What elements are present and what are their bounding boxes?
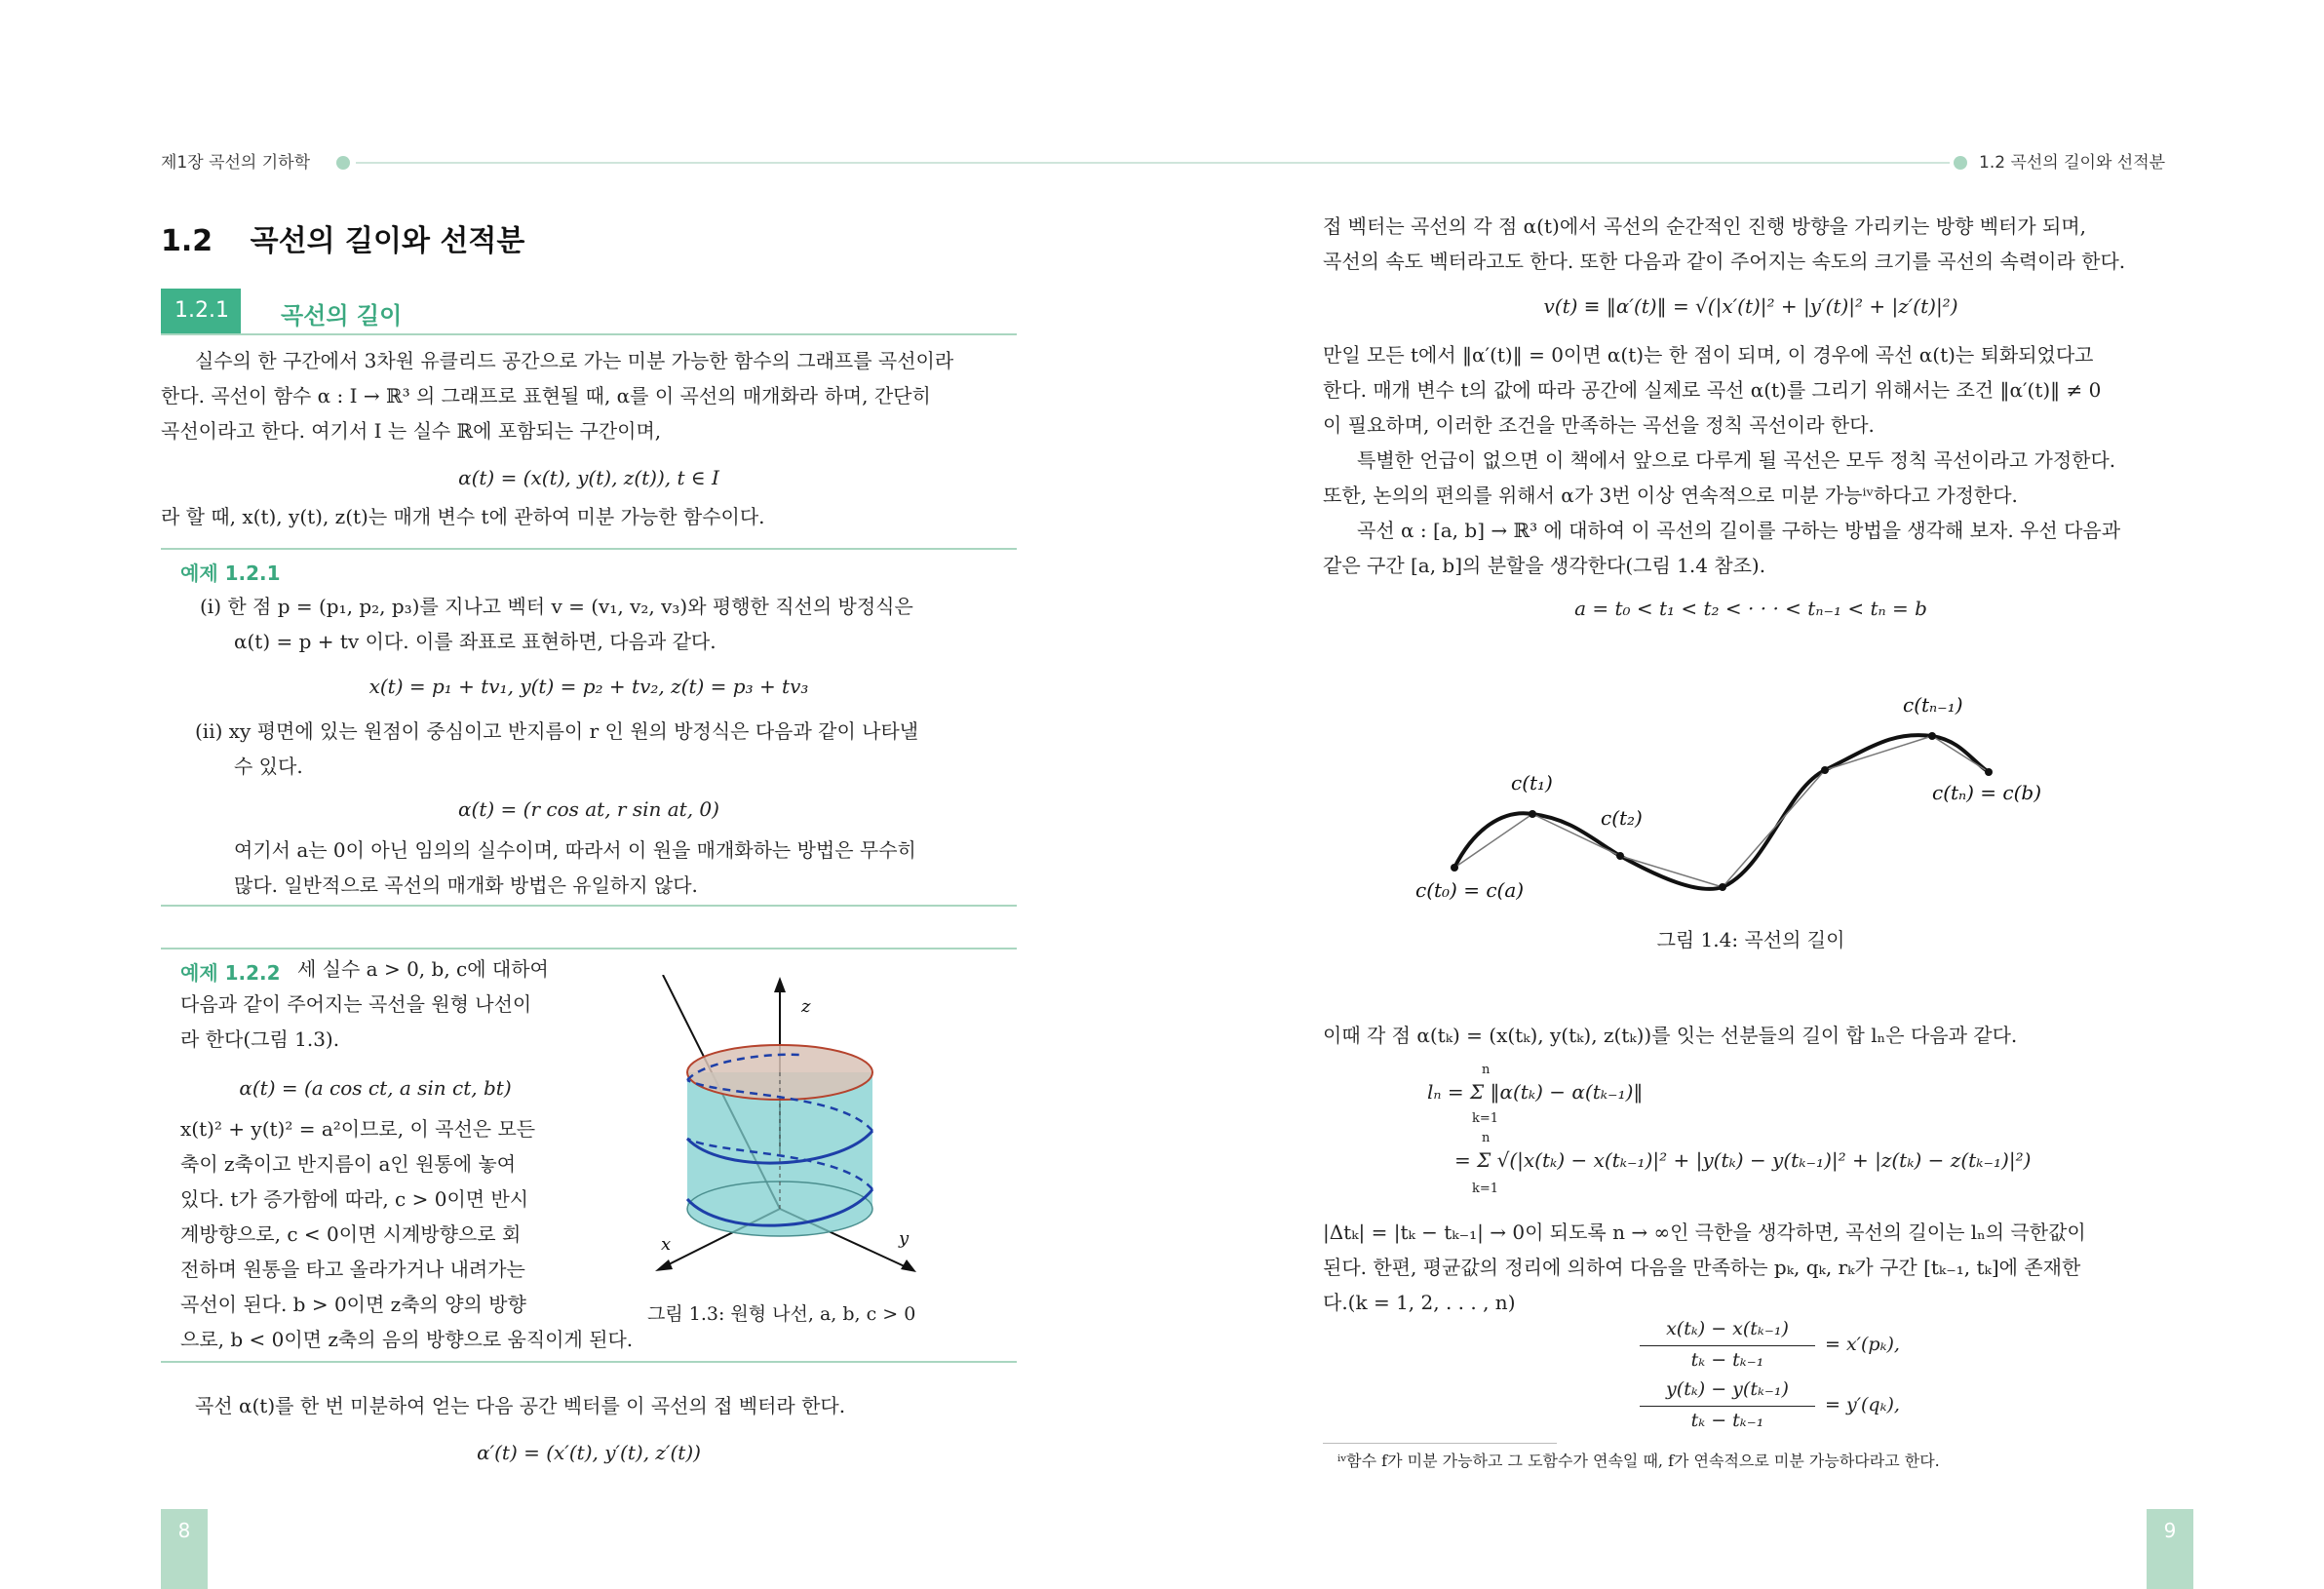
example2-line: 전하며 원통을 타고 올라가거나 내려가는 (180, 1258, 525, 1281)
example2-line: 으로, b < 0이면 z축의 음의 방향으로 움직이게 된다. (180, 1328, 634, 1351)
footnote: ⁱᵛ함수 f가 미분 가능하고 그 도함수가 연속일 때, f가 연속적으로 미분 가능하다라고 한다. (1337, 1452, 1940, 1470)
point-t0 (1451, 864, 1458, 872)
helix-figure (643, 975, 936, 1287)
label-c-t1: c(t₁) (1511, 771, 1553, 794)
paragraph-line: 곡선이라고 한다. 여기서 I 는 실수 ℝ에 포함되는 구간이며, (161, 419, 662, 443)
paragraph-line: 한다. 매개 변수 t의 값에 따라 공간에 실제로 곡선 α(t)를 그리기 위해서는 조건 ‖α′(t)‖ ≠ 0 (1323, 378, 2102, 402)
point-t3 (1719, 883, 1726, 891)
y-label: y (899, 1228, 910, 1249)
label-c-t0: c(t₀) = c(a) (1415, 878, 1525, 902)
example-line: (i) 한 점 p = (p₁, p₂, p₃)를 지나고 벡터 v = (v₁, v₂, v₃)와 평행한 직선의 방정식은 (200, 595, 913, 618)
sum-bottom: k=1 (1472, 1111, 1499, 1126)
figure-1-4-caption: 그림 1.4: 곡선의 길이 (1656, 928, 1845, 951)
header-dot (1954, 156, 1967, 170)
example2-title: 예제 1.2.2 (180, 961, 281, 985)
paragraph-line: 곡선 α : [a, b] → ℝ³ 에 대하여 이 곡선의 길이를 구하는 방법을 생각해 보자. 우선 다음과 (1357, 519, 2121, 542)
subsection-number-box (161, 289, 241, 333)
frac1-rhs: = x′(pₖ), (1825, 1334, 1900, 1355)
paragraph-line: 특별한 언급이 없으면 이 책에서 앞으로 다루게 될 곡선은 모두 정칙 곡선이라고 가정한다. (1357, 448, 2116, 472)
paragraph-line: 이때 각 점 α(tₖ) = (x(tₖ), y(tₖ), z(tₖ))를 잇는 선분들의 길이 합 lₙ은 다음과 같다. (1323, 1024, 2018, 1047)
point-t1 (1529, 810, 1536, 818)
label-c-t2: c(t₂) (1601, 806, 1643, 830)
equation-helix: α(t) = (a cos ct, a sin ct, bt) (239, 1076, 512, 1100)
example-line: 많다. 일반적으로 곡선의 매개화 방법은 유일하지 않다. (234, 873, 698, 897)
subsection-number: 1.2.1 (174, 298, 229, 323)
paragraph-line: 실수의 한 구간에서 3차원 유클리드 공간으로 가는 미분 가능한 함수의 그래프를 곡선이라 (195, 349, 954, 372)
paragraph-line: 한다. 곡선이 함수 α : I → ℝ³ 의 그래프로 표현될 때, α를 이 곡선의 매개화라 하며, 간단히 (161, 384, 931, 407)
page-number: 8 (177, 1519, 191, 1542)
section-heading (161, 216, 524, 259)
example2-line: 곡선이 된다. b > 0이면 z축의 양의 방향 (180, 1293, 526, 1316)
example-line: 수 있다. (234, 755, 303, 778)
example-line: 여기서 a는 0이 아닌 임의의 실수이며, 따라서 이 원을 매개화하는 방법은 무수히 (234, 838, 916, 862)
point-t4 (1821, 766, 1829, 774)
sum-bottom: k=1 (1472, 1182, 1499, 1196)
frac2-numerator: y(tₖ) − y(tₖ₋₁) (1666, 1378, 1789, 1400)
z-axis-arrow (774, 977, 786, 992)
header-dot (336, 156, 350, 170)
paragraph-line: 접 벡터는 곡선의 각 점 α(t)에서 곡선의 순간적인 진행 방향을 가리키는 방향 벡터가 되며, (1323, 214, 2087, 238)
equation-line-coords: x(t) = p₁ + tv₁, y(t) = p₂ + tv₂, z(t) = p₃ + tv₃ (368, 675, 809, 698)
example2-line: 있다. t가 증가함에 따라, c > 0이면 반시 (180, 1187, 529, 1211)
equation-partition: a = t₀ < t₁ < t₂ < · · · < tₙ₋₁ < tₙ = b (1574, 597, 1927, 620)
curve-length-figure (1415, 682, 2098, 907)
right-page (1162, 0, 2324, 1589)
header-rule (1162, 162, 1950, 164)
paragraph-line: |Δtₖ| = |tₖ − tₖ₋₁| → 0이 되도록 n → ∞인 극한을 생각하면, 곡선의 길이는 lₙ의 극한값이 (1323, 1221, 2086, 1244)
example2-line: 다음과 같이 주어지는 곡선을 원형 나선이 (180, 992, 532, 1016)
paragraph-line: 곡선 α(t)를 한 번 미분하여 얻는 다음 공간 벡터를 이 곡선의 접 벡터라 한다. (195, 1394, 846, 1417)
example2-line: 계방향으로, c < 0이면 시계방향으로 회 (180, 1222, 522, 1246)
example2-line: x(t)² + y(t)² = a²이므로, 이 곡선은 모든 (180, 1117, 536, 1141)
footnote-rule (1323, 1443, 1557, 1444)
point-tn (1985, 768, 1993, 776)
paragraph-line: 다.(k = 1, 2, . . . , n) (1323, 1291, 1516, 1314)
frac1-numerator: x(tₖ) − x(tₖ₋₁) (1666, 1318, 1789, 1339)
equation-ln-line1: lₙ = Σ ‖α(tₖ) − α(tₖ₋₁)‖ (1427, 1080, 1644, 1104)
figure-1-3-caption: 그림 1.3: 원형 나선, a, b, c > 0 (647, 1303, 916, 1325)
y-axis-arrow (901, 1260, 916, 1272)
frac2-rhs: = y′(qₖ), (1825, 1394, 1900, 1415)
example2-line: 라 한다(그림 1.3). (180, 1027, 340, 1051)
point-t2 (1616, 852, 1624, 860)
page-number-box (161, 1509, 208, 1589)
label-c-tn1: c(tₙ₋₁) (1903, 693, 1963, 717)
sum-top: n (1482, 1131, 1491, 1145)
x-label: x (661, 1234, 672, 1255)
page-number-box (2147, 1509, 2193, 1589)
paragraph-line: 또한, 논의의 편의를 위해서 α가 3번 이상 연속적으로 미분 가능ⁱᵛ하다고 가정한다. (1323, 484, 2018, 507)
frac1-bar (1640, 1345, 1815, 1346)
running-header-left: 제1장 곡선의 기하학 (161, 153, 310, 173)
example2-line: 세 실수 a > 0, b, c에 대하여 (297, 957, 549, 981)
example-line: (ii) xy 평면에 있는 원점이 중심이고 반지름이 r 인 원의 방정식은 다음과 같이 나타낼 (195, 719, 919, 743)
frac2-denominator: tₖ − tₖ₋₁ (1690, 1410, 1764, 1431)
example-title: 예제 1.2.1 (180, 562, 281, 585)
z-label: z (801, 996, 811, 1017)
example-bottom-rule (161, 905, 1017, 907)
point-tn1 (1928, 732, 1936, 740)
section-title: 곡선의 길이와 선적분 (250, 224, 525, 258)
equation-circle: α(t) = (r cos at, r sin at, 0) (458, 797, 719, 821)
paragraph-line: 곡선의 속도 벡터라고도 한다. 또한 다음과 같이 주어지는 속도의 크기를 곡선의 속력이라 한다. (1323, 250, 2126, 273)
paragraph-line: 이 필요하며, 이러한 조건을 만족하는 곡선을 정칙 곡선이라 한다. (1323, 413, 1875, 437)
equation-tangent: α′(t) = (x′(t), y′(t), z′(t)) (477, 1441, 701, 1464)
example2-top-rule (161, 948, 1017, 950)
label-c-tn: c(tₙ) = c(b) (1932, 781, 2042, 804)
section-number: 1.2 (161, 224, 213, 258)
sum-top: n (1482, 1063, 1491, 1077)
example-top-rule (161, 548, 1017, 550)
x-axis-arrow (655, 1260, 673, 1271)
page-number: 9 (2163, 1519, 2177, 1542)
paragraph-line: 된다. 한편, 평균값의 정리에 의하여 다음을 만족하는 pₖ, qₖ, rₖ가 구간 [tₖ₋₁, tₖ]에 존재한 (1323, 1256, 2081, 1279)
subsection-rule (161, 333, 1017, 335)
paragraph-line: 만일 모든 t에서 ‖α′(t)‖ = 0이면 α(t)는 한 점이 되며, 이 경우에 곡선 α(t)는 퇴화되었다고 (1323, 343, 2094, 367)
equation-ln-line2: = Σ √(|x(tₖ) − x(tₖ₋₁)|² + |y(tₖ) − y(tₖ₋₁)|² + |z(tₖ) − z(tₖ₋₁)|²) (1454, 1148, 2032, 1172)
frac2-bar (1640, 1406, 1815, 1407)
equation-alpha: α(t) = (x(t), y(t), z(t)), t ∈ I (458, 466, 719, 489)
example2-line: 축이 z축이고 반지름이 a인 원통에 놓여 (180, 1152, 517, 1176)
example-line: α(t) = p + tv 이다. 이를 좌표로 표현하면, 다음과 같다. (234, 630, 717, 653)
equation-speed: v(t) ≡ ‖α′(t)‖ = √(|x′(t)|² + |y′(t)|² + |z′(t)|²) (1543, 294, 1958, 318)
paragraph-line: 같은 구간 [a, b]의 분할을 생각한다(그림 1.4 참조). (1323, 554, 1766, 577)
frac1-denominator: tₖ − tₖ₋₁ (1690, 1349, 1764, 1371)
running-header-right: 1.2 곡선의 길이와 선적분 (1979, 153, 2166, 173)
header-rule (356, 162, 1162, 164)
example2-bottom-rule (161, 1361, 1017, 1363)
paragraph-line: 라 할 때, x(t), y(t), z(t)는 매개 변수 t에 관하여 미분 가능한 함수이다. (161, 505, 765, 528)
subsection-title: 곡선의 길이 (281, 302, 403, 329)
